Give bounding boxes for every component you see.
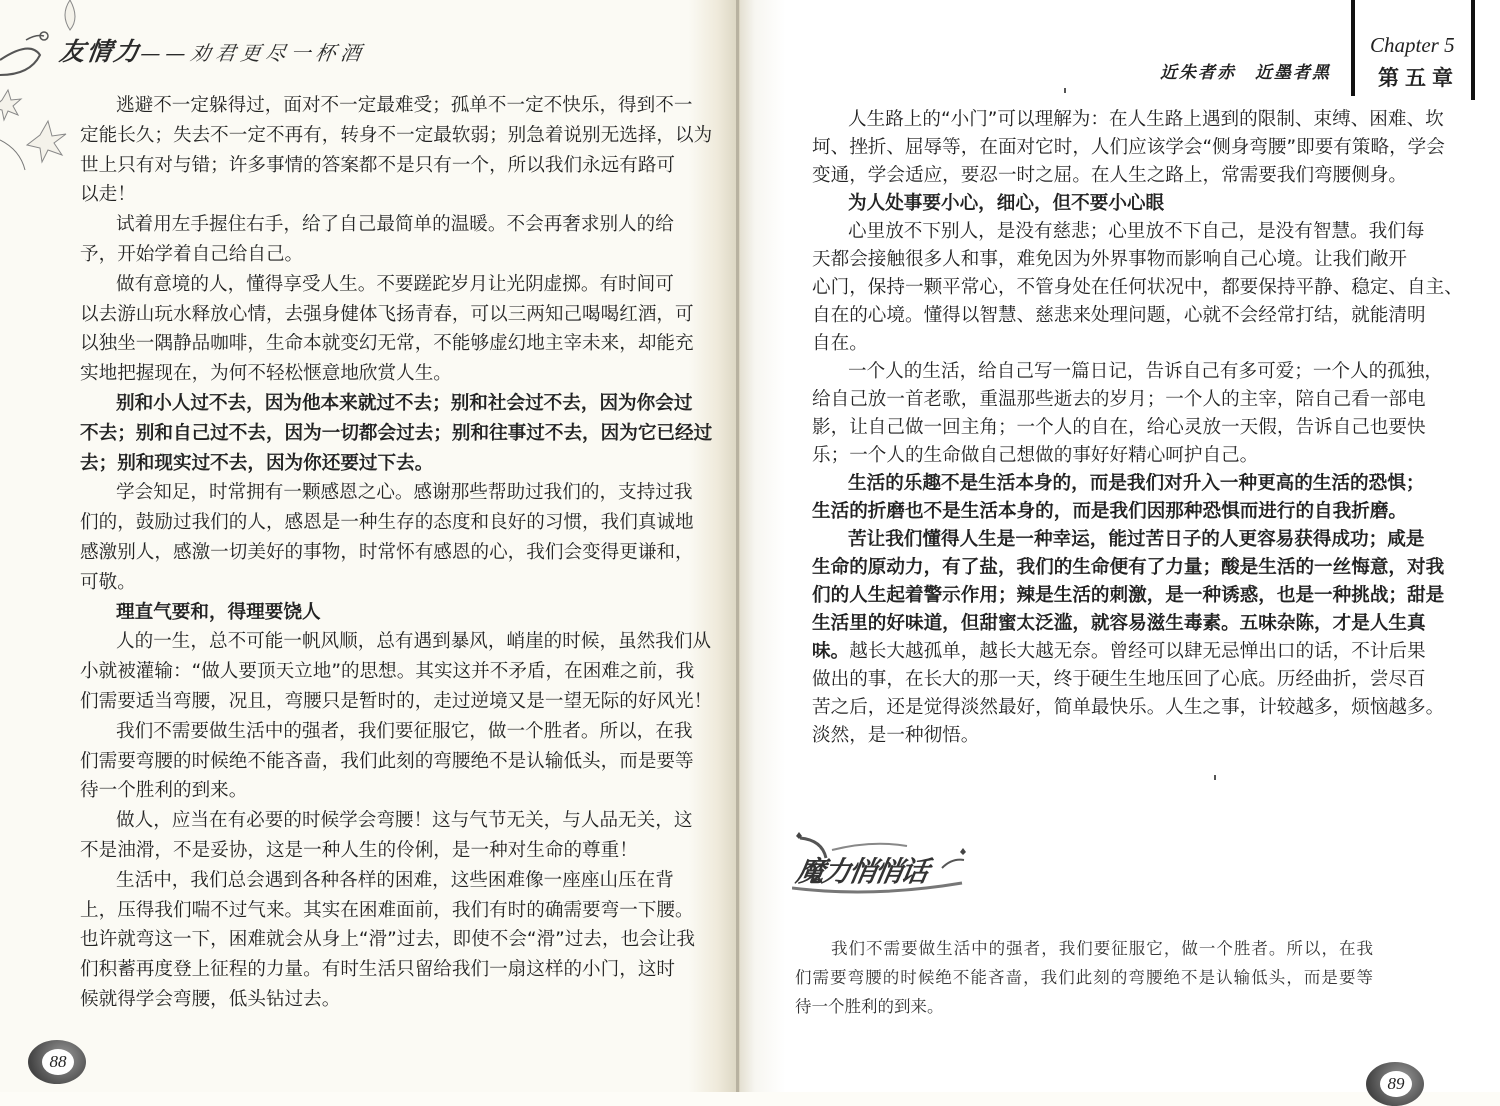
text-line: [812, 134, 1445, 162]
scan-speck: [1214, 775, 1216, 780]
text-line: [812, 330, 1397, 358]
text-line: [80, 91, 693, 121]
text-line: [80, 866, 674, 896]
paragraph-text: 生活的折磨也不是生活本身的，而是我们因那种恐惧而进行的自我折磨。: [812, 501, 1408, 522]
text-line: [812, 722, 1397, 750]
page-number: 88: [42, 1049, 74, 1075]
text-line: [80, 180, 660, 210]
paragraph-text: 乐；一个人的生命做自己想做的事好好精心呵护自己。: [812, 445, 1259, 466]
page-number: 89: [1380, 1071, 1412, 1097]
paragraph-text: 淡然，是一种彻悟。: [812, 725, 980, 746]
section-heading: 理直气要和，得理要饶人: [116, 601, 321, 623]
paragraph-text: 给自己放一首老歌，重温那些逝去的岁月；一个人的主宰，陪自己看一部电: [812, 389, 1426, 410]
text-line: [812, 694, 1445, 722]
text-line: [795, 963, 1373, 992]
book-subtitle: ——劝君更尽一杯酒: [138, 41, 368, 65]
scan-speck: [1064, 88, 1066, 93]
text-line: [812, 582, 1445, 610]
paragraph-text: 待一个胜利的到来。: [795, 997, 944, 1016]
text-line: [80, 717, 693, 747]
running-title: [57, 32, 368, 68]
text-line: [80, 568, 660, 598]
paragraph-text: 变通，学会适应，要忍一时之屈。在人生之路上，常需要我们弯腰侧身。: [812, 165, 1408, 186]
text-line: [812, 218, 1425, 246]
header-edge-bar: [1471, 0, 1475, 100]
paragraph-text: 生活里的好味道，但甜蜜太泛滥，就容易滋生毒素。五味杂陈，才是人生真: [812, 613, 1426, 634]
text-line: [80, 389, 693, 419]
paragraph-text: 我们不需要做生活中的强者，我们要征服它，做一个胜者。所以，在我: [116, 720, 693, 742]
paragraph-text: 们的人生起着警示作用；辣是生活的刺激，是一种诱惑，也是一种挑战；甜是: [812, 585, 1445, 606]
paragraph-text: 以去游山玩水释放心情，去强身健体飞扬青春，可以三两知己喝喝红酒，可: [80, 303, 694, 325]
text-line: [80, 806, 693, 836]
paragraph-text: 别和小人过不去，因为他本来就过不去；别和社会过不去，因为你会过: [116, 392, 693, 414]
paragraph-text: 生活的乐趣不是生活本身的，而是我们对升入一种更高的生活的恐惧；: [848, 473, 1425, 494]
paragraph-text: 们需要弯腰的时候绝不能吝啬，我们此刻的弯腰绝不是认输低头，而是要等: [795, 968, 1373, 987]
paragraph-text: 实地把握现在，为何不轻松惬意地欣赏人生。: [80, 363, 452, 385]
text-line: [80, 747, 694, 777]
paragraph-text: 做出的事，在长大的那一天，终于硬生生地压回了心底。历经曲折，尝尽百: [812, 669, 1426, 690]
text-line: [80, 687, 713, 717]
text-line: [80, 210, 674, 240]
page-number-badge: [28, 1040, 86, 1084]
paragraph-text: 心里放不下别人，是没有慈悲；心里放不下自己，是没有智慧。我们每: [848, 221, 1425, 242]
text-line: [80, 270, 674, 300]
paragraph-text: 我们不需要做生活中的强者，我们要征服它，做一个胜者。所以，在我: [831, 939, 1373, 958]
paragraph-text: 予，开始学着自己给自己。: [80, 243, 304, 265]
text-line: [80, 538, 694, 568]
paragraph-text: 人的一生，总不可能一帆风顺，总有遇到暴风，峭崖的时候，虽然我们从: [116, 631, 712, 653]
text-line: [80, 925, 695, 955]
page-number-badge: [1366, 1062, 1424, 1106]
section-heading: 为人处事要小心，细心，但不要小心眼: [848, 193, 1165, 214]
paragraph-text: 以独坐一隅静品咖啡，生命本就变幻无常，不能够虚幻地主宰未来，却能充: [80, 333, 694, 355]
text-line: [812, 638, 1426, 666]
paragraph-text: 自在。: [812, 333, 868, 354]
paragraph-text: 世上只有对与错；许多事情的答案都不是只有一个，所以我们永远有路可: [80, 154, 676, 176]
paragraph-text: 待一个胜利的到来。: [80, 780, 248, 802]
paragraph-text: 自在的心境。懂得以智慧、慈悲来处理问题，心就不会经常打结，就能清明: [812, 305, 1426, 326]
chapter-label-en: Chapter 5: [1370, 33, 1455, 57]
paragraph-text: 做人，应当在有必要的时候学会弯腰！这与气节无关，与人品无关，这: [116, 810, 693, 832]
text-line: [80, 419, 713, 449]
paragraph-text: 味。: [812, 641, 850, 662]
chapter-label-cn: 第五章: [1378, 66, 1459, 90]
paragraph-text: 们的，鼓励过我们的人，感恩是一种生存的态度和良好的习惯，我们真诚地: [80, 512, 694, 534]
text-line: [80, 151, 676, 181]
text-line: [812, 386, 1426, 414]
paragraph-text: 生命的原动力，有了盐，我们的生命便有了力量；酸是生活的一丝悔意，对我: [812, 557, 1445, 578]
text-line: [80, 836, 660, 866]
paragraph-text: 一个人的生活，给自己写一篇日记，告诉自己有多可爱；一个人的孤独，: [848, 361, 1444, 382]
paragraph-text: 定能长久；失去不一定不再有，转身不一定最软弱；别急着说别无选择，以为: [80, 124, 713, 146]
text-line: [812, 106, 1444, 134]
paragraph-text: 心门，保持一颗平常心，不管身处在任何状况中，都要保持平静、稳定、自主、: [812, 277, 1463, 298]
text-line: [812, 442, 1397, 470]
paragraph-text: 上，压得我们喘不过气来。其实在困难面前，我们有时的确需要弯一下腰。: [80, 899, 694, 921]
paragraph-text: 越长大越孤单，越长大越无奈。曾经可以肆无忌惮出口的话，不计后果: [849, 641, 1426, 662]
text-line: [795, 992, 1373, 1021]
text-line: [812, 274, 1463, 302]
text-line: [812, 190, 1397, 218]
paragraph-text: 试着用左手握住右手，给了自己最简单的温暖。不会再奢求别人的给: [116, 214, 674, 236]
paragraph-text: 不去；别和自己过不去，因为一切都会过去；别和往事过不去，因为它已经过: [80, 422, 713, 444]
text-line: [812, 610, 1426, 638]
text-line: [80, 985, 660, 1015]
callout-body: [795, 934, 1373, 1021]
text-line: [80, 598, 660, 628]
paragraph-text: 天都会接触很多人和事，难免因为外界事物而影响自己心境。让我们敞开: [812, 249, 1408, 270]
paragraph-text: 也许就弯这一下，困难就会从身上“滑”过去，即使不会“滑”过去，也会让我: [80, 929, 695, 951]
text-line: [80, 449, 660, 479]
text-line: [812, 246, 1408, 274]
paragraph-text: 以走！: [80, 184, 136, 206]
left-page-body: [80, 91, 713, 1015]
paragraph-text: 苦之后，还是觉得淡然最好，简单最快乐。人生之事，计较越多，烦恼越多。: [812, 697, 1445, 718]
paragraph-text: 们需要弯腰的时候绝不能吝啬，我们此刻的弯腰绝不是认输低头，而是要等: [80, 750, 694, 772]
text-line: [80, 627, 712, 657]
right-page-body: [812, 106, 1463, 750]
paragraph-text: 可敬。: [80, 571, 136, 593]
text-line: [80, 508, 694, 538]
text-line: [80, 300, 694, 330]
text-line: [80, 955, 676, 985]
text-line: [80, 478, 693, 508]
callout-title: 魔力悄悄话: [793, 855, 930, 888]
text-line: [80, 359, 660, 389]
text-line: [812, 554, 1445, 582]
book-title: 友情力: [57, 37, 143, 66]
text-line: [80, 657, 695, 687]
paragraph-text: 们积蓄再度登上征程的力量。有时生活只留给我们一扇这样的小门，这时: [80, 959, 676, 981]
paragraph-text: 生活中，我们总会遇到各种各样的困难，这些困难像一座座山压在背: [116, 869, 674, 891]
paragraph-text: 小就被灌输：“做人要顶天立地”的思想。其实这并不矛盾，在困难之前，我: [80, 661, 695, 683]
paragraph-text: 苦让我们懂得人生是一种幸运，能过苦日子的人更容易获得成功；咸是: [848, 529, 1425, 550]
text-line: [80, 240, 660, 270]
paragraph-text: 不是油滑，不是妥协，这是一种人生的伶俐，是一种对生命的尊重！: [80, 839, 638, 861]
running-header: 近朱者赤 近墨者黑: [1160, 63, 1331, 83]
text-line: [812, 414, 1426, 442]
text-line: [80, 329, 694, 359]
text-line: [80, 896, 694, 926]
text-line: [80, 121, 713, 151]
paragraph-text: 候就得学会弯腰，低头钻过去。: [80, 988, 341, 1010]
text-line: [812, 162, 1408, 190]
paragraph-text: 做有意境的人，懂得享受人生。不要蹉跎岁月让光阴虚掷。有时间可: [116, 273, 674, 295]
text-line: [812, 526, 1425, 554]
text-line: [80, 776, 660, 806]
paragraph-text: 影，让自己做一回主角；一个人的自在，给心灵放一天假，告诉自己也要快: [812, 417, 1426, 438]
paragraph-text: 逃避不一定躲得过，面对不一定最难受；孤单不一定不快乐，得到不一: [116, 95, 693, 116]
text-line: [812, 358, 1444, 386]
book-gutter: [736, 0, 739, 1092]
text-line: [812, 470, 1425, 498]
text-line: [812, 498, 1408, 526]
callout-logo: [792, 828, 972, 898]
text-line: [795, 934, 1373, 963]
paragraph-text: 们需要适当弯腰，况且，弯腰只是暂时的，走过逆境又是一望无际的好风光！: [80, 690, 713, 712]
left-page: [0, 0, 740, 1092]
paragraph-text: 去；别和现实过不去，因为你还要过下去。: [80, 452, 434, 474]
paragraph-text: 人生路上的“小门”可以理解为：在人生路上遇到的限制、束缚、困难、坎: [848, 109, 1444, 130]
paragraph-text: 学会知足，时常拥有一颗感恩之心。感谢那些帮助过我们的，支持过我: [116, 482, 693, 504]
paragraph-text: 感激别人，感激一切美好的事物，时常怀有感恩的心，我们会变得更谦和，: [80, 541, 694, 563]
text-line: [812, 666, 1426, 694]
paragraph-text: 坷、挫折、屈辱等，在面对它时，人们应该学会“侧身弯腰”即要有策略，学会: [812, 137, 1445, 158]
floral-decoration-icon: [0, 0, 80, 180]
text-line: [812, 302, 1426, 330]
header-divider: [1351, 0, 1355, 96]
